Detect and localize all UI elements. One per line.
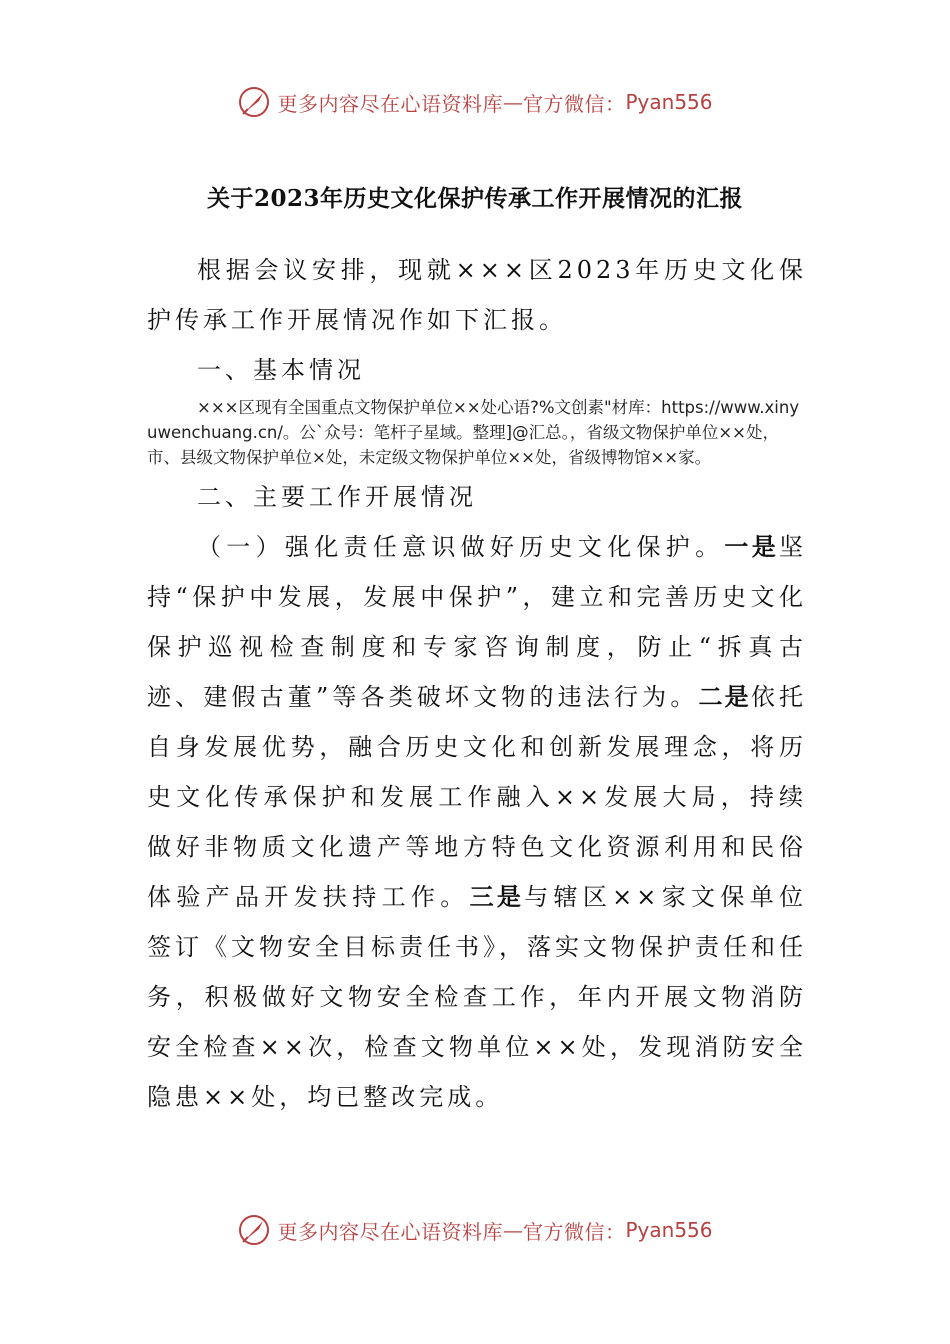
point-label-2: 二是 [698,683,751,711]
banner-account-id: Pyan556 [625,1218,713,1242]
section-heading-main-work: 二、主要工作开展情况 [197,483,477,511]
footer-banner [0,1210,950,1250]
section-basic-body: ×××区现有全国重点文物保护单位××处心语?%文创素"材库：https://www.xinyuwenchuang.cn/。公`众号：笔杆子星域。整理]@汇总。，省级文物保护单位××处，市、县级文物保护单位×处，未定级文物保护单位××处，省级博物馆××家。 [147,398,800,467]
sub-section-lead: （一）强化责任意识做好历史文化保护。 [197,533,725,561]
banner-separator: — [502,90,523,114]
quill-pen-logo-icon [237,85,271,119]
document-body [147,245,807,1122]
point-label-1: 一是 [724,533,780,561]
banner-text: 更多内容尽在心语资料库 [277,1219,503,1244]
point-text-2: 依托自身发展优势，融合历史文化和创新发展理念，将历史文化传承保护和发展工作融入××发展大局，持续做好非物质文化遗产等地方特色文化资源利用和民俗体验产品开发扶持工作。 [147,683,808,911]
banner-separator: — [502,1218,523,1242]
quill-pen-logo-icon [237,1213,271,1247]
banner-account-id: Pyan556 [625,90,713,114]
banner-account-label: 官方微信： [522,1219,626,1244]
document-title: 关于2023年历史文化保护传承工作开展情况的汇报 [206,185,743,212]
point-text-1: 坚持“保护中发展，发展中保护”，建立和完善历史文化保护巡视检查制度和专家咨询制度，防止“拆真古迹、建假古董”等各类破坏文物的违法行为。 [147,533,808,711]
intro-paragraph: 根据会议安排，现就×××区2023年历史文化保护传承工作开展情况作如下汇报。 [147,256,807,334]
sub-section-paragraph [147,522,807,1122]
header-banner [0,82,950,122]
section-heading-basic: 一、基本情况 [197,356,365,384]
banner-text: 更多内容尽在心语资料库 [277,91,503,116]
point-label-3: 三是 [469,883,525,911]
banner-account-label: 官方微信： [522,91,626,116]
point-text-3: 与辖区××家文保单位签订《文物安全目标责任书》，落实文物保护责任和任务，积极做好文物安全检查工作，年内开展文物消防安全检查××次，检查文物单位××处，发现消防安全隐患××处，均已整改完成。 [147,883,808,1111]
